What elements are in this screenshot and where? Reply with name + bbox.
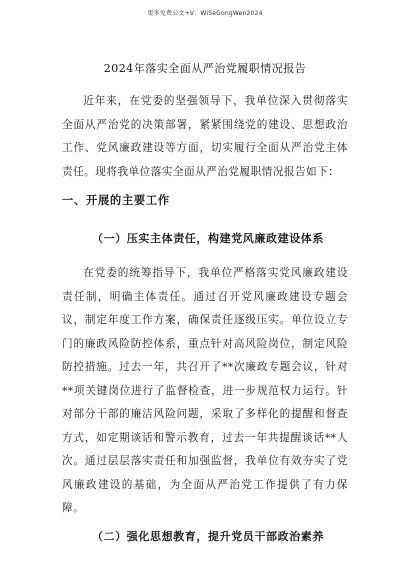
subsection-heading: （二）强化思想教育，提升党员干部政治素养 <box>92 530 324 543</box>
subsection-body: 在党委的统筹指导下，我单位严格落实党风廉政建设责任制，明确主体责任。通过召开党风廉政建设专题会议，制定年度工作方案，确保责任逐级压实。单位设立专门的廉政风险防控体系，重点针对高风险岗位，制定风险防控措施。过去一年，共召开了**次廉政专题会议，针对**项关键岗位进行了监督检查，进一步规范权力运行。针对部分干部的廉洁风险问题，采取了多样化的提醒和督查方式，如定期谈话和警示教育，过去一年共提醒谈话**人次。通过层层落实责任和加强监督，我单位有效夯实了党风廉政建设的基础，为全面从严治党工作提供了有力保障。 <box>62 267 348 514</box>
subsection-heading: （一）压实主体责任，构建党风廉政建设体系 <box>92 232 324 245</box>
section-heading: 一、开展的主要工作 <box>62 194 170 207</box>
header-note: 更多免费公文+V：WiSeGongWen2024 <box>147 10 263 17</box>
document-title: 2024年落实全面从严治党履职情况报告 <box>103 62 307 75</box>
intro-paragraph: 近年来，在党委的坚强领导下，我单位深入贯彻落实全面从严治党的决策部署，紧紧围绕党的建设、思想政治工作、党风廉政建设等方面，切实履行全面从严治党主体责任。现将我单位落实全面从严治党履职情况报告如下： <box>62 95 348 178</box>
